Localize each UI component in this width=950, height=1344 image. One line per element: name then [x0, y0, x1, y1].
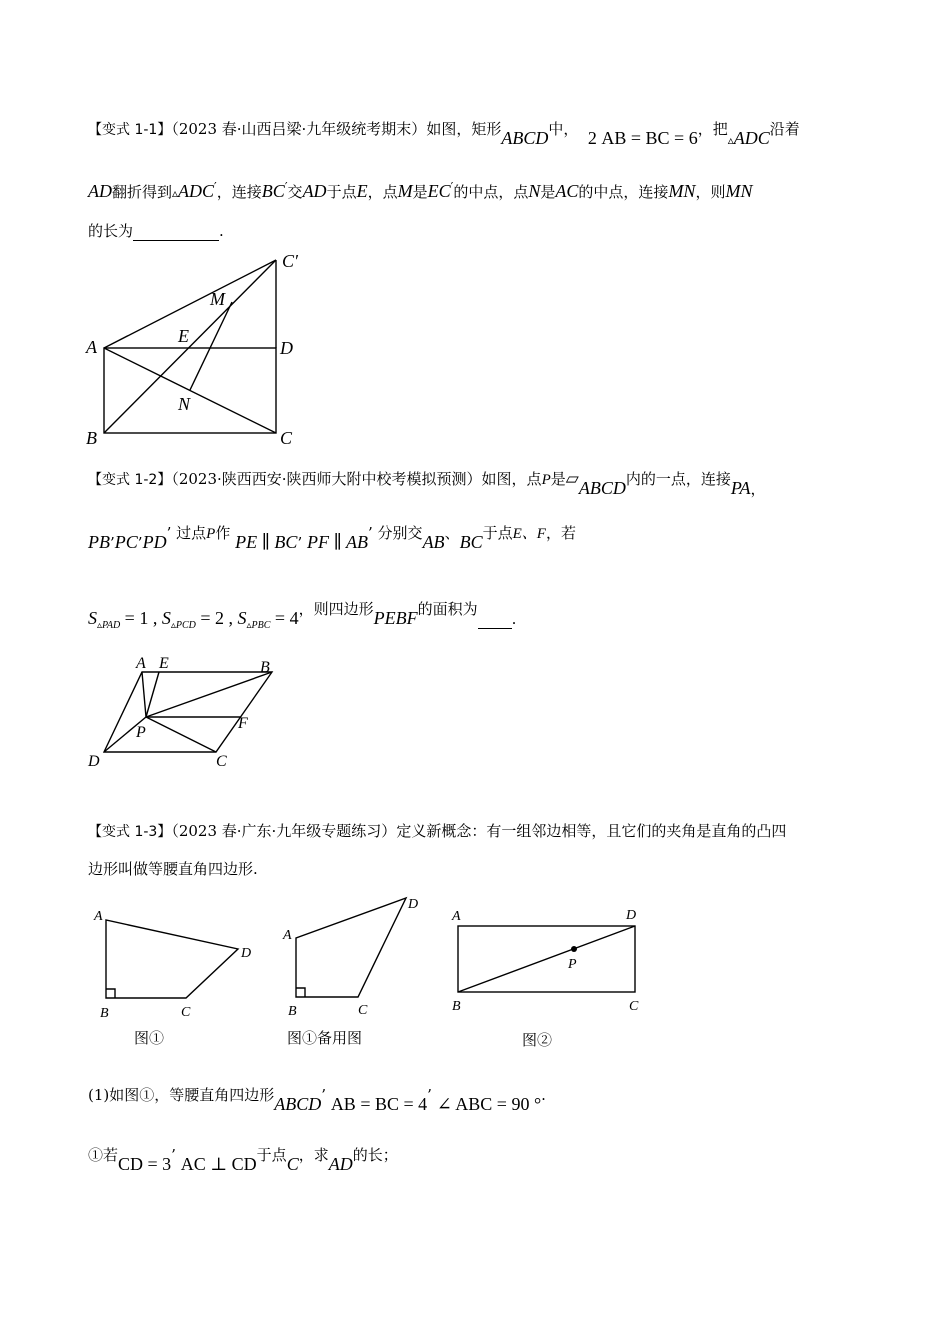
vertex-b-label: B: [260, 659, 270, 676]
vertex-a-label: A: [283, 928, 292, 943]
prime-mark: ′: [214, 180, 217, 194]
p3-math-c: C: [286, 1154, 299, 1174]
p1-text: 是: [540, 183, 556, 201]
parallelogram-abcd: [104, 672, 272, 752]
quadrilateral-abcd: [106, 920, 238, 998]
p1-text: ，连接: [216, 183, 262, 201]
parallelogram-symbol: ▱: [565, 469, 579, 489]
p3-text: 定义新概念：有一组邻边相等，且它们的夹角是直角的凸四: [396, 822, 787, 840]
segment-pb: [146, 672, 272, 717]
vertex-a-label: A: [136, 655, 146, 672]
p1-text: 的中点，点: [453, 183, 529, 201]
p3-math-ab-bc-4: AB = BC = 4: [330, 1094, 428, 1114]
segment-ac1: [104, 260, 276, 348]
vertex-c-label: C: [181, 1005, 191, 1020]
area-subscript: ▵PBC: [246, 620, 271, 631]
p2-text: 内的一点，连接: [625, 470, 731, 488]
p3-label: 【变式 1-3】: [88, 824, 172, 840]
p1-text: 是: [412, 183, 428, 201]
p1-text: 沿着: [769, 120, 800, 138]
p3-question-1: [88, 1084, 546, 1114]
vertex-b-label: B: [86, 428, 97, 448]
p3-text: 边形叫做等腰直角四边形.: [88, 860, 258, 878]
p3-text: ’: [171, 1146, 176, 1164]
point-p: [571, 946, 577, 952]
diagonal-bd: [458, 926, 635, 992]
answer-blank[interactable]: [478, 618, 512, 629]
p2-math-pb: PB: [88, 532, 110, 552]
vertex-d-label: D: [626, 908, 637, 923]
vertex-c-label: C: [280, 428, 293, 448]
p3-line1: [88, 820, 786, 841]
prime-mark: ′: [284, 180, 288, 194]
p3-text: ’: [321, 1086, 327, 1104]
triangle-symbol: ▵: [727, 133, 734, 147]
point-p-label: P: [568, 957, 577, 972]
p2-source: （2023·陕西西安·陕西师大附中校考模拟预测）: [171, 470, 482, 488]
right-angle-mark: [296, 988, 305, 997]
area-value: = 4: [270, 608, 299, 628]
p2-text: ’: [137, 534, 143, 552]
vertex-c-prime-label: C′: [282, 251, 298, 271]
figure-quad-1-backup: [278, 890, 438, 1023]
s-symbol: S: [237, 608, 247, 628]
prime-mark: ′: [450, 180, 454, 194]
p1-text: 中，: [548, 120, 579, 138]
p3-text: ①若: [88, 1146, 119, 1164]
p1-math-n: N: [528, 181, 541, 201]
p2-text: ’: [166, 524, 172, 542]
vertex-d-label: D: [241, 946, 252, 961]
p3-source: （2023 春·广东·九年级专题练习）: [171, 822, 397, 840]
p2-text: ’: [367, 524, 373, 542]
p1-text: 的长为: [88, 222, 134, 240]
point-m-label: M: [210, 289, 225, 309]
p3-math-abcd: ABCD: [274, 1094, 322, 1114]
p1-math-ab-bc: 2 AB = BC = 6: [587, 128, 698, 148]
p1-text: 于点: [326, 183, 357, 201]
p1-math-bc-prime: BC: [261, 181, 285, 201]
segment-ac: [104, 348, 276, 433]
p2-text: 分别交: [377, 524, 423, 542]
point-p-label: P: [136, 724, 146, 741]
point-f-label: F: [238, 715, 248, 732]
segment-pc: [146, 717, 216, 752]
p2-line2: [88, 522, 576, 552]
p2-math-pe-parallel-bc: PE ∥ BC: [235, 532, 298, 552]
p2-text: ’: [297, 534, 303, 552]
p2-text: .: [511, 610, 517, 628]
p3-text: 的长；: [352, 1146, 398, 1164]
point-n-label: N: [178, 394, 191, 414]
p2-text: 的面积为: [417, 600, 478, 618]
vertex-c-label: C: [216, 753, 227, 770]
p2-math-ab: AB: [422, 532, 445, 552]
p2-text: ，则四边形: [298, 600, 374, 618]
area-conditions: [88, 608, 299, 631]
p2-math-p: P: [541, 472, 551, 488]
p1-math-mn: MN: [725, 181, 753, 201]
p1-math-mn: MN: [668, 181, 696, 201]
segment-mn: [190, 302, 232, 390]
segment-pa: [142, 672, 146, 717]
p1-text: .: [219, 222, 224, 240]
area-subscript: ▵PCD: [170, 620, 196, 631]
p3-text: ’: [427, 1086, 432, 1104]
p1-text: 翻折得到: [112, 183, 173, 201]
p2-text: ，: [750, 480, 766, 498]
p2-text: 于点: [482, 524, 513, 542]
p2-text: ，若: [545, 524, 576, 542]
figure-2-caption: 图②: [522, 1031, 553, 1049]
triangle-symbol: ▵: [172, 186, 179, 200]
p2-math-pd: PD: [142, 532, 167, 552]
p3-text: 于点: [256, 1146, 287, 1164]
p1-math-m: M: [397, 181, 413, 201]
p1-math-ad: AD: [302, 181, 327, 201]
segment-pe: [146, 672, 159, 717]
p2-math-p: P: [206, 526, 216, 542]
p2-math-e-f: E、F: [512, 526, 546, 542]
vertex-d-label: D: [280, 338, 293, 358]
p1-math-abcd: ABCD: [501, 128, 549, 148]
p1-text: 交: [287, 183, 303, 201]
vertex-a-label: A: [94, 909, 103, 924]
p2-math-pebf: PEBF: [373, 608, 418, 628]
figure-rectangle-fold: [80, 248, 310, 453]
vertex-d-label: D: [88, 753, 100, 770]
p1-line2: [88, 180, 752, 202]
area-value: = 1 ,: [120, 608, 162, 628]
vertex-c-label: C: [358, 1003, 368, 1018]
p2-math-pa: PA: [730, 478, 751, 498]
vertex-b-label: B: [452, 999, 461, 1014]
p1-math-e: E: [356, 181, 368, 201]
figure-1-caption: 图①: [134, 1029, 165, 1047]
p2-label: 【变式 1-2】: [88, 472, 172, 488]
area-subscript: ▵PAD: [97, 620, 121, 631]
p2-text: ’: [110, 534, 115, 552]
figure-quad-1: [90, 905, 270, 1023]
p1-text: ，点: [367, 183, 398, 201]
p1-line3: [88, 220, 224, 241]
s-symbol: S: [88, 608, 97, 628]
p3-text: (1)如图①，等腰直角四边形: [88, 1086, 275, 1104]
figure-parallelogram: [82, 650, 282, 775]
vertex-a-label: A: [452, 909, 461, 924]
p2-math-pf-parallel-ab: PF ∥ AB: [307, 532, 368, 552]
p3-math-angle-abc: ∠ ABC = 90 °: [436, 1094, 542, 1114]
p2-line3: [88, 598, 517, 631]
figure-rectangle-2: [446, 898, 656, 1023]
p3-question-1a: [88, 1144, 398, 1174]
p2-line1: [88, 468, 766, 498]
p3-text: .: [541, 1086, 546, 1104]
p2-text: 过点: [176, 524, 207, 542]
p2-text: 是: [550, 470, 566, 488]
p3-math-ac-perp-cd: AC ⊥ CD: [180, 1154, 257, 1174]
p2-math-pc: PC: [114, 532, 138, 552]
p2-text: 作: [215, 524, 231, 542]
answer-blank[interactable]: [133, 224, 219, 241]
point-e-label: E: [159, 655, 169, 672]
vertex-d-label: D: [408, 897, 419, 912]
p3-text: ，求: [298, 1146, 329, 1164]
point-e-label: E: [178, 326, 189, 346]
vertex-a-label: A: [86, 337, 97, 357]
p1-math-adc: ADC: [733, 128, 770, 148]
vertex-c-label: C: [629, 999, 639, 1014]
p1-math-adc-prime: ADC: [178, 181, 215, 201]
vertex-b-label: B: [288, 1004, 297, 1019]
s-symbol: S: [161, 608, 171, 628]
p1-text: ，把: [697, 120, 728, 138]
vertex-b-label: B: [100, 1006, 109, 1021]
right-angle-mark: [106, 989, 115, 998]
p1-text: 如图，矩形: [426, 120, 502, 138]
p1-math-ec-prime: EC: [427, 181, 451, 201]
p3-math-ad: AD: [328, 1154, 353, 1174]
p1-line1: [88, 118, 800, 148]
p3-line2: [88, 858, 258, 879]
area-value: = 2 ,: [195, 608, 238, 628]
p1-text: ，则: [695, 183, 726, 201]
figure-1-backup-caption: 图①备用图: [287, 1029, 363, 1047]
p2-text: 、: [444, 524, 460, 542]
p1-math-ad: AD: [88, 181, 112, 201]
quadrilateral-abcd: [296, 898, 406, 997]
p3-math-cd-3: CD = 3: [118, 1154, 172, 1174]
p2-text: 如图，点: [481, 470, 542, 488]
p1-label: 【变式 1-1】: [88, 122, 172, 138]
p1-source: （2023 春·山西吕梁·九年级统考期末）: [171, 120, 427, 138]
p2-math-bc: BC: [459, 532, 483, 552]
p1-math-ac: AC: [555, 181, 579, 201]
p2-math-abcd: ABCD: [578, 478, 626, 498]
p1-text: 的中点，连接: [578, 183, 669, 201]
